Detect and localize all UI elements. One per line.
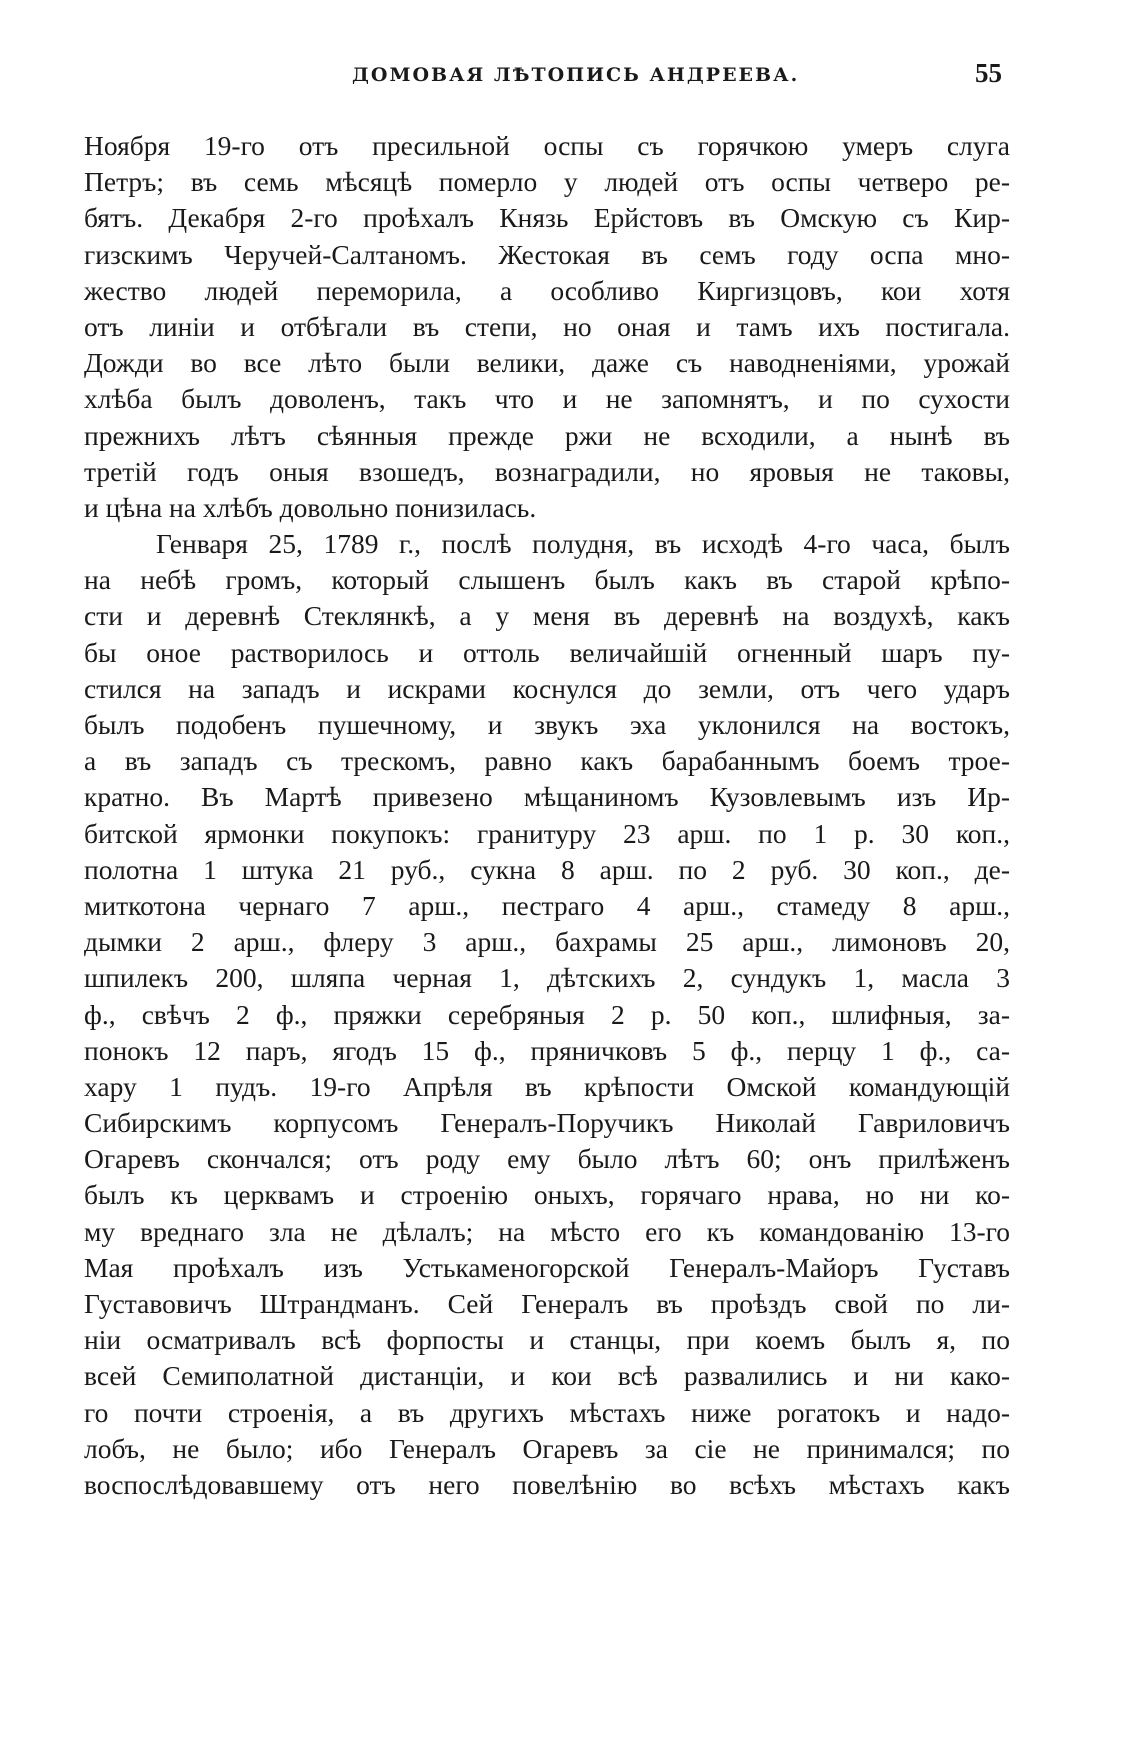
paragraph-start-line: Генваря 25, 1789 г., послѣ полудня, въ исходѣ 4-го часа, былъ bbox=[156, 528, 1010, 560]
text-line: третій годъ оныя взошедъ, вознаградили, но яровыя не таковы, bbox=[84, 455, 1010, 487]
text-line: Огаревъ скончался; отъ роду ему было лѣтъ 60; онъ прилѣженъ bbox=[84, 1143, 1010, 1175]
text-line: Мая проѣхалъ изъ Устькаменогорской Генералъ-Майоръ Густавъ bbox=[84, 1251, 1010, 1283]
text-line: былъ къ церквамъ и строенію оныхъ, горячаго нрава, но ни ко- bbox=[84, 1179, 1010, 1211]
text-line: прежнихъ лѣтъ сѣянныя прежде ржи не всходили, а нынѣ въ bbox=[84, 419, 1010, 451]
text-line: на небѣ громъ, который слышенъ былъ какъ въ старой крѣпо- bbox=[84, 564, 1010, 596]
text-line: го почти строенія, а въ другихъ мѣстахъ ниже рогатокъ и надо- bbox=[84, 1396, 1010, 1428]
text-line: отъ линіи и отбѣгали въ степи, но оная и тамъ ихъ постигала. bbox=[84, 310, 1010, 342]
text-line: Петръ; въ семь мѣсяцѣ померло у людей отъ оспы четверо ре- bbox=[84, 166, 1010, 198]
text-line: былъ подобенъ пушечному, и звукъ эха уклонился на востокъ, bbox=[84, 709, 1010, 740]
running-head bbox=[80, 58, 1020, 98]
text-line: всей Семиполатной дистанціи, и кои всѣ развалились и ни како- bbox=[84, 1360, 1010, 1392]
paragraph-end-line: и цѣна на хлѣбъ довольно понизилась. bbox=[84, 491, 537, 523]
text-line: Ноября 19-го отъ пресильной оспы съ горячкою умеръ слуга bbox=[84, 130, 1010, 161]
text-line: лобъ, не было; ибо Генералъ Огаревъ за сіе не принимался; по bbox=[84, 1432, 1010, 1464]
text-line: а въ западъ съ трескомъ, равно какъ барабаннымъ боемъ трое- bbox=[84, 745, 1010, 777]
page-number: 55 bbox=[975, 58, 1002, 88]
text-line: ніи осматривалъ всѣ форпосты и станцы, при коемъ былъ я, по bbox=[84, 1324, 1010, 1356]
text-line: шпилекъ 200, шляпа черная 1, дѣтскихъ 2, сундукъ 1, масла 3 bbox=[84, 962, 1010, 994]
text-line: полотна 1 штука 21 руб., сукна 8 арш. по 2 руб. 30 коп., де- bbox=[84, 853, 1010, 885]
text-line: воспослѣдовавшему отъ него повелѣнію во всѣхъ мѣстахъ какъ bbox=[84, 1468, 1010, 1500]
text-line: хлѣба былъ доволенъ, такъ что и не запомнятъ, и по сухости bbox=[84, 383, 1010, 415]
text-line: миткотона чернаго 7 арш., пестраго 4 арш., стамеду 8 арш., bbox=[84, 889, 1010, 921]
text-line: бы оное растворилось и оттоль величайшій огненный шаръ пу- bbox=[84, 636, 1010, 668]
text-line: стился на западъ и искрами коснулся до земли, отъ чего ударъ bbox=[84, 672, 1010, 704]
text-line: Дожди во все лѣто были велики, даже съ наводненіями, урожай bbox=[84, 347, 1010, 379]
text-line: бятъ. Декабря 2-го проѣхалъ Князь Ерйстовъ въ Омскую съ Кир- bbox=[84, 202, 1010, 234]
text-line: битской ярмонки покупокъ: гранитуру 23 арш. по 1 р. 30 коп., bbox=[84, 817, 1010, 849]
text-line: му вреднаго зла не дѣлалъ; на мѣсто его къ командованію 13-го bbox=[84, 1215, 1010, 1247]
body-text bbox=[84, 128, 1010, 1503]
text-line: хару 1 пудъ. 19-го Апрѣля въ крѣпости Омской командующій bbox=[84, 1070, 1010, 1102]
text-line: Густавовичъ Штрандманъ. Сей Генералъ въ проѣздъ свой по ли- bbox=[84, 1288, 1010, 1319]
text-line: гизскимъ Черучей-Салтаномъ. Жестокая въ семъ году оспа мно- bbox=[84, 238, 1010, 270]
text-line: кратно. Въ Мартѣ привезено мѣщаниномъ Кузовлевымъ изъ Ир- bbox=[84, 781, 1010, 813]
text-line: ф., свѣчъ 2 ф., пряжки серебряныя 2 р. 50 коп., шлифныя, за- bbox=[84, 998, 1010, 1030]
text-line: дымки 2 арш., флеру 3 арш., бахрамы 25 арш., лимоновъ 20, bbox=[84, 926, 1010, 958]
running-title: ДОМОВАЯ ЛѢТОПИСЬ АНДРЕЕВА. bbox=[352, 64, 800, 86]
text-line: сти и деревнѣ Стеклянкѣ, а у меня въ деревнѣ на воздухѣ, какъ bbox=[84, 600, 1010, 632]
text-line: понокъ 12 паръ, ягодъ 15 ф., пряничковъ 5 ф., перцу 1 ф., са- bbox=[84, 1034, 1010, 1066]
text-line: жество людей переморила, а особливо Киргизцовъ, кои хотя bbox=[84, 274, 1010, 306]
text-line: Сибирскимъ корпусомъ Генералъ-Поручикъ Николай Гавриловичъ bbox=[84, 1107, 1010, 1139]
